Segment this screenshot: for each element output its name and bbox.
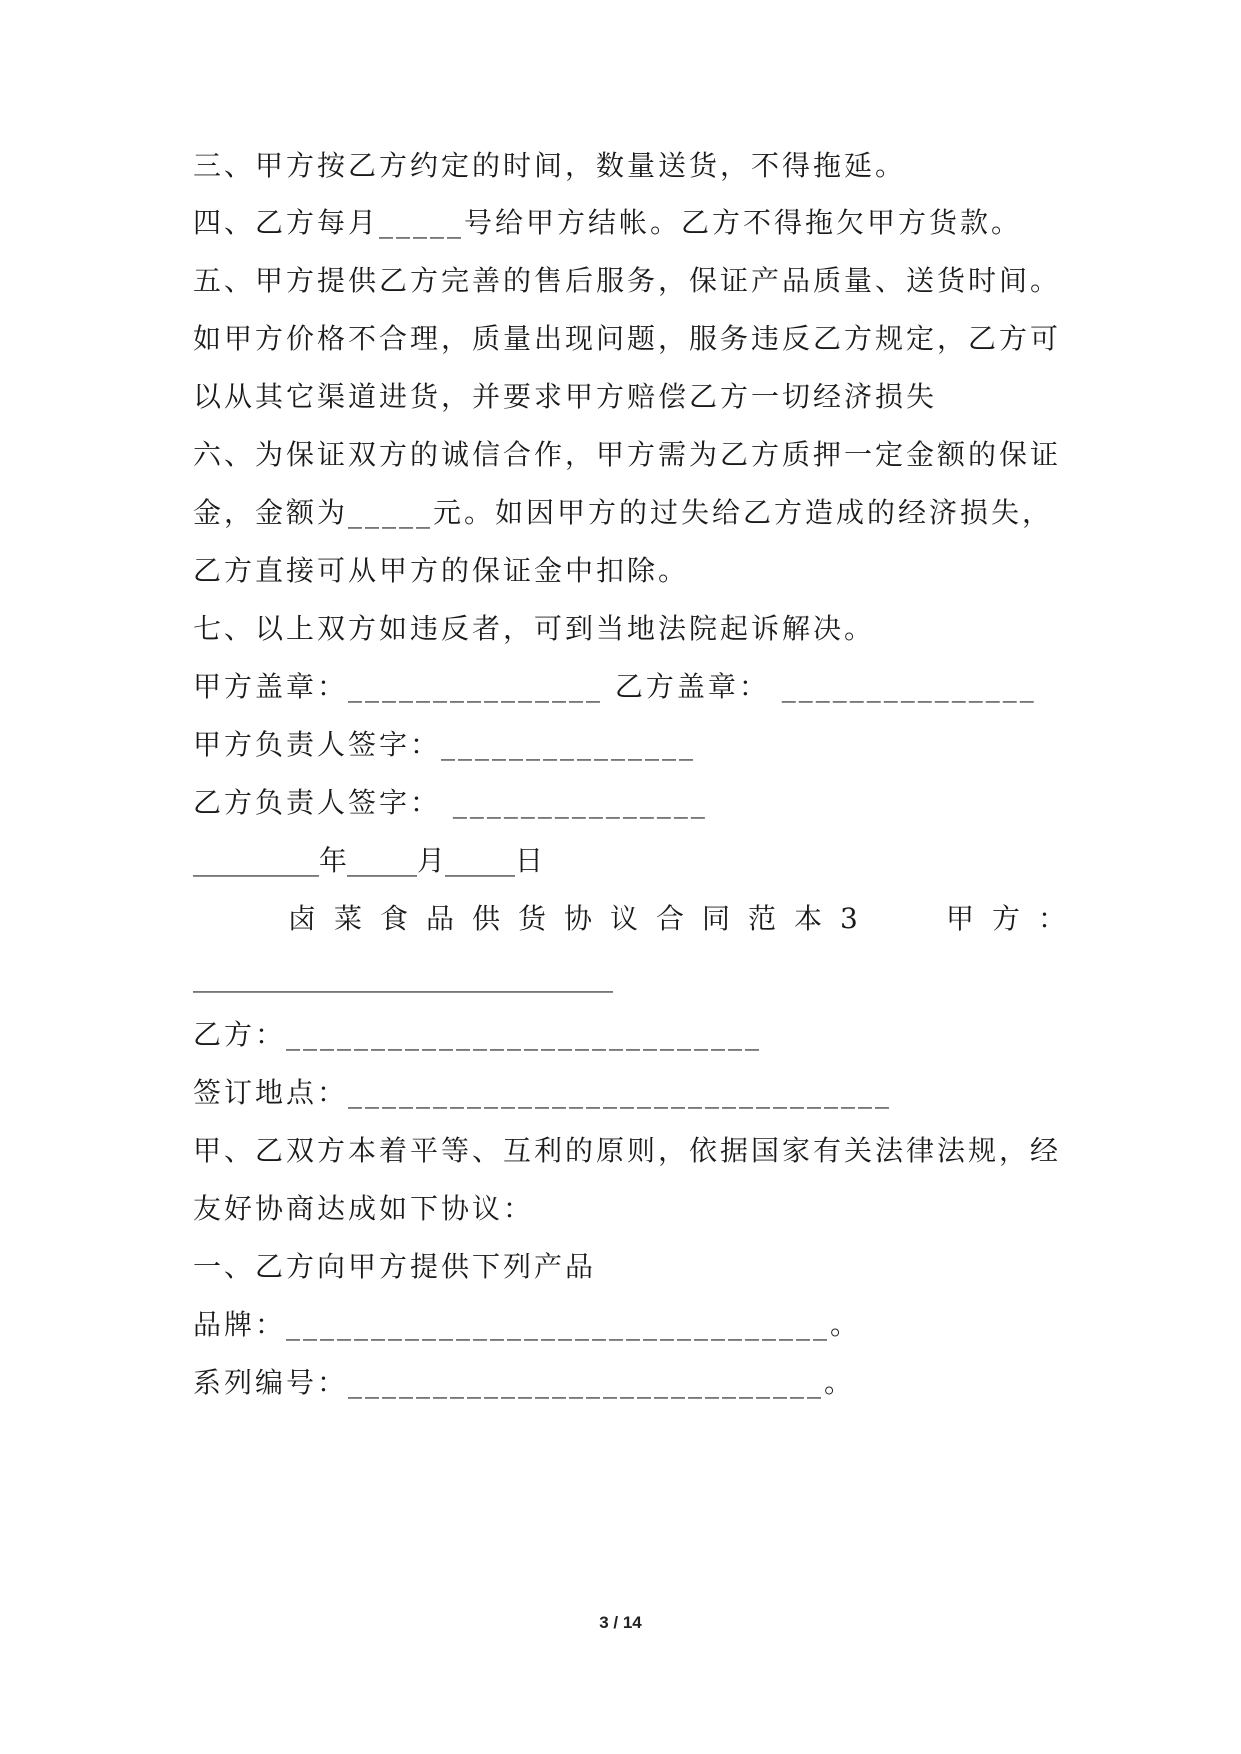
series-number-line: 系列编号：____________________________。 bbox=[193, 1366, 856, 1399]
preamble-line-1: 甲、乙双方本着平等、互利的原则，依据国家有关法律法规，经 bbox=[193, 1134, 1062, 1167]
party-b-line: 乙方：____________________________ bbox=[193, 1018, 763, 1051]
page-number: 3 / 14 bbox=[599, 1613, 642, 1632]
clause-7: 七、以上双方如违反者，可到当地法院起诉解决。 bbox=[193, 612, 876, 645]
article-1: 一、乙方向甲方提供下列产品 bbox=[193, 1250, 597, 1283]
clause-5-cont-2: 以从其它渠道进货，并要求甲方赔偿乙方一切经济损失 bbox=[193, 380, 938, 413]
clause-4: 四、乙方每月_____号给甲方结帐。乙方不得拖欠甲方货款。 bbox=[193, 206, 1023, 239]
party-b-signature-line: 乙方负责人签字： _______________ bbox=[193, 786, 708, 819]
clause-5: 五、甲方提供乙方完善的售后服务，保证产品质量、送货时间。 bbox=[193, 264, 1062, 297]
clause-6-cont-2: 乙方直接可从甲方的保证金中扣除。 bbox=[193, 554, 690, 587]
title-party-a-label: 甲方： bbox=[946, 902, 1085, 935]
clause-5-cont-1: 如甲方价格不合理，质量出现问题，服务违反乙方规定，乙方可 bbox=[193, 322, 1062, 355]
signing-place-line: 签订地点：________________________________ bbox=[193, 1076, 893, 1109]
preamble-line-2: 友好协商达成如下协议： bbox=[193, 1192, 535, 1225]
contract-title: 卤菜食品供货协议合同范本3 bbox=[288, 902, 876, 935]
brand-line: 品牌：________________________________。 bbox=[193, 1308, 862, 1341]
party-a-blank: ______________________________ bbox=[193, 960, 613, 993]
date-line: _________年_____月_____日 bbox=[193, 844, 544, 877]
clause-6-cont-1: 金，金额为_____元。如因甲方的过失给乙方造成的经济损失， bbox=[193, 496, 1054, 529]
party-a-signature-line: 甲方负责人签字：_______________ bbox=[193, 728, 697, 761]
clause-6: 六、为保证双方的诚信合作，甲方需为乙方质押一定金额的保证 bbox=[193, 438, 1062, 471]
clause-3: 三、甲方按乙方约定的时间，数量送货，不得拖延。 bbox=[193, 149, 907, 182]
seal-line: 甲方盖章：_______________ 乙方盖章： _______________ bbox=[193, 670, 1037, 703]
